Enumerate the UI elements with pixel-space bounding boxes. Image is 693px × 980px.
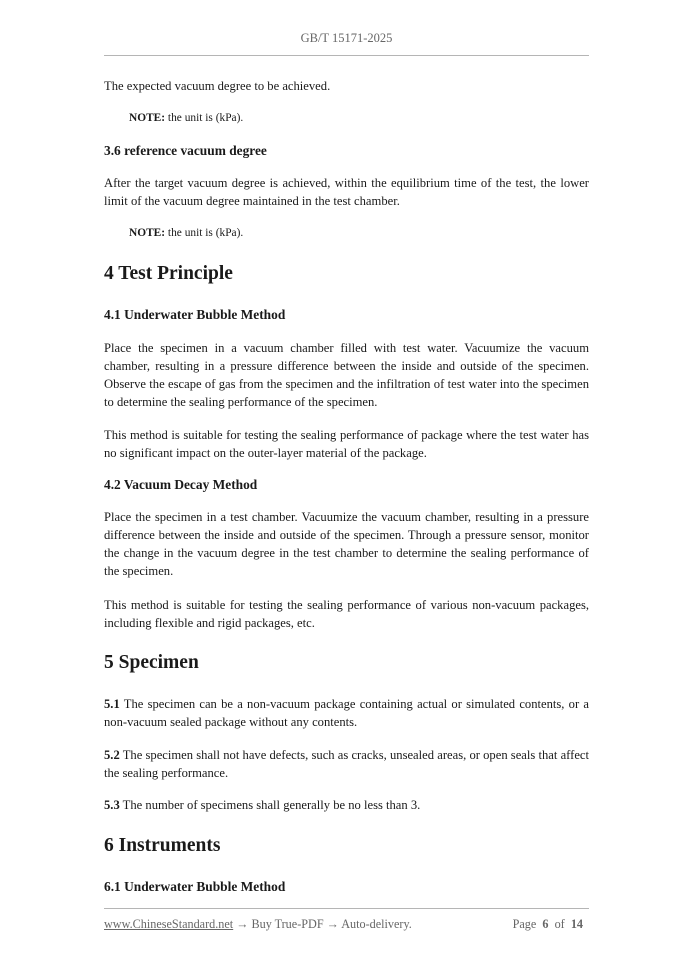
header-divider bbox=[104, 55, 589, 56]
paragraph: This method is suitable for testing the sealing performance of various non-vacuum packages, including flexible and rigid packages, etc. bbox=[104, 598, 589, 630]
section-heading-6-1: 6.1 Underwater Bubble Method bbox=[104, 879, 286, 894]
clause-number: 5.3 bbox=[104, 798, 120, 812]
document-number-header: GB/T 15171-2025 bbox=[300, 31, 393, 45]
footer bbox=[104, 917, 589, 932]
website-link[interactable]: www.ChineseStandard.net bbox=[104, 917, 234, 931]
clause-5-2 bbox=[104, 746, 589, 782]
clause-5-1 bbox=[104, 695, 589, 731]
promo-text: → Buy True-PDF → Auto-delivery. bbox=[233, 917, 412, 931]
footer-promo bbox=[104, 917, 412, 932]
paragraph: After the target vacuum degree is achieved, within the equilibrium time of the test, the lower limit of the vacuum degree maintained in the test chamber. bbox=[104, 176, 589, 208]
section-heading-5: 5 Specimen bbox=[104, 652, 199, 673]
clause-text: The number of specimens shall generally be no less than 3. bbox=[119, 798, 421, 812]
section-heading-3-6: 3.6 reference vacuum degree bbox=[104, 143, 267, 158]
note bbox=[129, 110, 614, 126]
paragraph: The expected vacuum degree to be achieved. bbox=[104, 79, 331, 93]
page-label: Page bbox=[512, 917, 537, 931]
paragraph: Place the specimen in a test chamber. Vacuumize the vacuum chamber, resulting in a pressure difference between the inside and outside of the specimen. Through a pressure sensor, monitor the change in the vacuum degree in the test chamber to determine the sealing performance of the specimen. bbox=[104, 510, 589, 578]
clause-number: 5.2 bbox=[104, 748, 120, 762]
footer-divider bbox=[104, 908, 589, 909]
clause-text: The specimen shall not have defects, such as cracks, unsealed areas, or open seals that affect the sealing performance. bbox=[104, 748, 589, 780]
of-label: of bbox=[554, 917, 565, 931]
clause-number: 5.1 bbox=[104, 697, 120, 711]
section-heading-4-1: 4.1 Underwater Bubble Method bbox=[104, 307, 286, 322]
note bbox=[129, 225, 614, 241]
clause-5-3 bbox=[104, 796, 589, 814]
page-number: 6 bbox=[542, 917, 549, 931]
note-label: NOTE: bbox=[129, 227, 166, 239]
note-text: the unit is (kPa). bbox=[165, 112, 244, 124]
note-text: the unit is (kPa). bbox=[165, 227, 244, 239]
paragraph: Place the specimen in a vacuum chamber filled with test water. Vacuumize the vacuum chamber, resulting in a pressure difference between the inside and outside of the specimen. Observe the escape of gas from the specimen and the infiltration of test water into the specimen to determine the sealing performance of the specimen. bbox=[104, 341, 589, 409]
total-pages: 14 bbox=[570, 917, 583, 931]
note-label: NOTE: bbox=[129, 112, 166, 124]
clause-text: The specimen can be a non-vacuum package containing actual or simulated contents, or a non-vacuum sealed package without any contents. bbox=[104, 697, 589, 729]
paragraph: This method is suitable for testing the sealing performance of package where the test water has no significant impact on the outer-layer material of the package. bbox=[104, 428, 589, 460]
section-heading-4: 4 Test Principle bbox=[104, 263, 233, 284]
page-indicator bbox=[513, 917, 589, 932]
section-heading-6: 6 Instruments bbox=[104, 835, 221, 856]
section-heading-4-2: 4.2 Vacuum Decay Method bbox=[104, 477, 258, 492]
